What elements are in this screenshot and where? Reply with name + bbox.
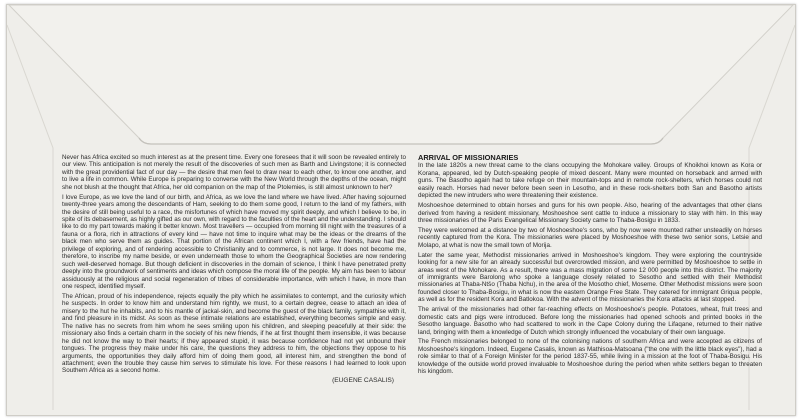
envelope-top-flap — [7, 5, 795, 155]
envelope-left-fold — [7, 5, 67, 415]
right-paragraph-4: Later the same year, Methodist missionaries arrived in Moshoeshoe's kingdom. They were exploring the countryside looking for a new site for an already successful but overcrowded mission, and were permitted by Moshoeshoe to settle in areas west of the Mohokare. As a result, there was a mass migration of some 12 000 people into this district. The majority of immigrants were Barolong who spoke a language closely related to Sesotho and settled with their Methodist missionaries at Thaba-Ntšo (Thaba Nchu), in the area of the Mosotho chief, Moseme. Other Methodist missions were soon founded closer to Thaba-Bosigu, in what is now the eastern Orange Free State. They catered for immigrant Griqua people, as well as for the resident Kora and Batlokoa. With the advent of the missionaries the Kora attacks at last stopped. — [418, 251, 762, 304]
author-signature: (EUGENE CASALIS) — [332, 377, 394, 385]
envelope-back — [6, 4, 796, 416]
right-paragraph-2: Moshoeshoe determined to obtain horses and guns for his own people. Also, hearing of the advantages that other clans derived from having a resident missionary, Moshoeshoe sent cattle to induce a missionary to stay with him. In this way three missionaries of the Paris Evangelical Missionary Society came to Thaba-Bosigu in 1833. — [418, 202, 762, 225]
right-paragraph-6: The French missionaries belonged to none of the colonising nations of southern Africa and were accepted as citizens of Moshoeshoe's kingdom. Indeed, Eugene Casalis, known as Mathisoa-Matsoana ("the one with the little black eyes"), had a role similar to that of a Foreign Minister for the period 1837-55, while living in a mission at the foot of Thaba-Bosigu. His knowledge of the outside world proved invaluable to Moshoeshoe during the period when white settlers began to threaten his kingdom. — [418, 338, 762, 376]
left-column — [62, 154, 406, 410]
left-paragraph-2: I love Europe, as we love the land of our birth, and Africa, as we love the land where we have lived. After having sojourned twenty-three years among the descendants of Ham, seeking to do them some good, I return to the land of my fathers, with the desire of still being useful to a race, the misfortunes of which have moved my spirit deeply, and which I believe to be, in spite of its debasement, as highly gifted as our own, with regard to the faculties of the heart and the understanding. I should like to do my part towards making it better known. Most travellers — occupied from morning till night with the treasures of a fauna or a flora, rich in attractions of every kind — have not time to inquire what may be the ideas or the dreams of the black men who serve them as guides. That portion of the African continent which I, with a few friends, have had the privilege of exploring, and of rendering accessible to Christianity and to commerce, is not large. It does not become me, therefore, to inscribe my name beside, or even underneath those to whom the Geographical Societies are now rendering such well-deserved homage. But though deficient in discoveries in the domain of science, I think I have penetrated pretty deeply into the groundwork of sentiments and ideas which compose the moral life of the people. My aim has been to labour assiduously at the religious and social regeneration of tribes of considerable importance, with which I have, in more than one respect, identified myself. — [62, 193, 406, 291]
right-paragraph-3: They were welcomed at a distance by two of Moshoeshoe's sons, who by now were mounted rather unsteadily on horses recently captured from the Kora. The missionaries were placed by Moshoeshoe with these two senior sons, Letsie and Molapo, at what is now the small town of Morija. — [418, 226, 762, 249]
right-column — [418, 154, 762, 410]
left-paragraph-1: Never has Africa excited so much interest as at the present time. Every one foresees that it will soon be revealed entirely to our view. This anticipation is not merely the result of the discoveries of such men as Barth and Livingstone; it is connected with the great providential fact of our day — the desire that men feel to draw near to each other, to know one another, and to live a life in common. While Europe is preparing to converse with the New World through the depths of the ocean, might she not blush at the thought that Africa, her old companion on the map of the Ptolemies, is still almost unknown to her? — [62, 154, 406, 191]
right-paragraph-5: The arrival of the missionaries had other far-reaching effects on Moshoeshoe's people. Potatoes, wheat, fruit trees and domestic cats and pigs were introduced. Before long the missionaries had opened schools and printed books in the Sesotho language. Basotho who had scattered to work in the Cape Colony during the Lifaqane, returned to their native land, bringing with them a knowledge of Dutch which strongly influenced the vocabulary of their own language. — [418, 306, 762, 336]
article-columns — [62, 154, 762, 410]
left-paragraph-3: The African, proud of his independence, rejects equally the pity which he assimilates to contempt, and the curiosity which he suspects. In order to know him and understand him rightly, we must, to a certain degree, cease to attach an idea of misery to the hut he inhabits, and to his mantle of jackal-skin, and become the guest of the black family, sympathise with it, and find pleasure in its midst. As soon as these intimate relations are established, everything becomes simple and easy. The native has no secrets from him whom he sees smiling upon his children, and sleeping peacefully at their side: the missionary also finds a certain charm in the society of his new friends, if he at first thought them insensible, it was because he did not know the way to their hearts; if they appeared stupid, it was because confidence had not yet unbound their tongues. The progress they make under his care, the questions they address to him, the objections they oppose to his arguments, the opportunities they daily afford him of doing them good, all interest him, and strengthen the bond of attachment; even the trouble they cause him serves to stimulate his love. For these reasons I had learned to look upon Southern Africa as a second home. — [62, 292, 406, 375]
section-heading: ARRIVAL OF MISSIONARIES — [418, 153, 519, 162]
right-paragraph-1: In the late 1820s a new threat came to the clans occupying the Mohokare valley. Groups of Khoikhoi known as Kora or Korana, appeared, led by Dutch-speaking people of mixed descent. Many were mounted on horseback and armed with guns. The Basotho again had to take refuge on their mountain-tops and in remote rock-shelters, which horses could not easily reach. Horses had never before been seen in Lesotho, and in these rock-shelters both San and Basotho artists depicted the new intruders who were threatening their existence. — [418, 162, 762, 200]
